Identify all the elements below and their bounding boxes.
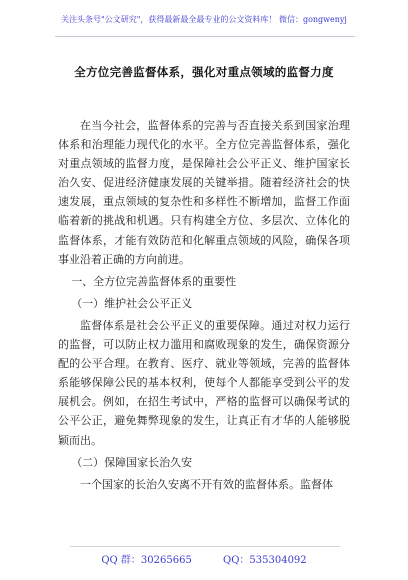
subsection-heading-2: （二）保障国家长治久安 bbox=[71, 455, 193, 469]
subsection-heading-1: （一）维护社会公平正义 bbox=[71, 296, 193, 310]
page-footer bbox=[0, 551, 408, 566]
intro-paragraph: 在当今社会，监督体系的完善与否直接关系到国家治理体系和治理能力现代化的水平。全方位完善监督体系，强化对重点领域的监督力度，是保障社会公平正义、维护国家长治久安、促进经济健康发展的关键举措。随着经济社会的快速发展，重点领域的复杂性和多样性不断增加，监督工作面临着新的挑战和机遇。只有构建全方位、多层次、立体化的监督体系，才能有效防范和化解重点领域的风险，确保各项事业沿着正确的方向前进。 bbox=[58, 119, 350, 266]
header-divider bbox=[55, 36, 355, 37]
footer-qq-group: QQ 群：30265665 bbox=[101, 555, 192, 566]
subsection-paragraph-1: 监督体系是社会公平正义的重要保障。通过对权力运行的监督，可以防止权力滥用和腐败现象的发生，确保资源分配的公平合理。在教育、医疗、就业等领域，完善的监督体系能够保障公民的基本权利，使每个人都能享受到公平的发展机会。例如，在招生考试中，严格的监督可以确保考试的公平公正，避免舞弊现象的发生，让真正有才华的人能够脱颖而出。 bbox=[58, 318, 350, 447]
document-body bbox=[58, 116, 350, 494]
page-header-note: 关注头条号"公文研究"，获得最新最全最专业的公文资料库！ 微信：gongwenyj bbox=[61, 15, 347, 24]
document-title: 全方位完善监督体系，强化对重点领域的监督力度 bbox=[74, 65, 334, 79]
section-heading-1: 一、全方位完善监督体系的重要性 bbox=[71, 274, 237, 288]
subsection-paragraph-2: 一个国家的长治久安离不开有效的监督体系。监督体 bbox=[80, 477, 333, 491]
footer-qq: QQ：535304092 bbox=[223, 555, 307, 566]
footer-divider bbox=[70, 546, 340, 547]
